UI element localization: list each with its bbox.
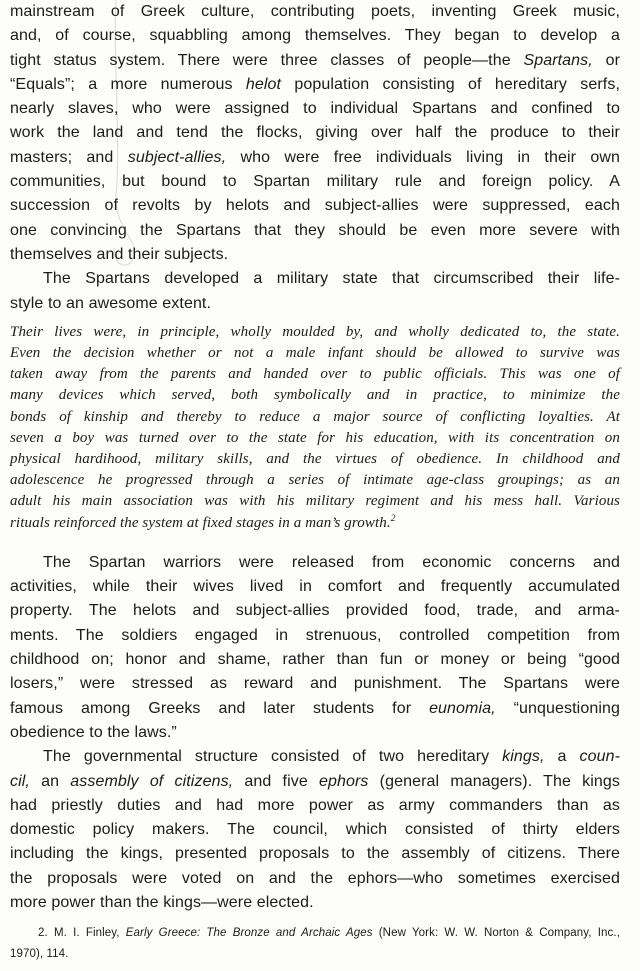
body-text: childhood on; honor and shame, rather than fun or money or being “good xyxy=(10,651,620,669)
body-text: The governmental structure consisted of two hereditary xyxy=(43,748,503,766)
body-text: work the land and tend the flocks, giving over half the produce to their xyxy=(10,124,620,142)
body-text: (general managers). The kings xyxy=(368,772,620,790)
text-line xyxy=(10,0,620,24)
text-line xyxy=(10,923,620,944)
text-line xyxy=(10,745,620,769)
body-text: Even the decision whether or not a male infant should be allowed to survive was xyxy=(10,345,620,362)
italic-text: ephors xyxy=(318,772,369,790)
italic-text: kings, xyxy=(502,748,545,766)
text-line xyxy=(10,267,620,291)
text-line xyxy=(10,944,620,965)
text-line xyxy=(10,364,620,385)
paragraph-3 xyxy=(10,551,620,745)
text-line xyxy=(10,73,620,97)
body-text: adolescence he progressed through a series of intimate age-class groupings; as an xyxy=(10,472,620,489)
text-line xyxy=(10,170,620,194)
text-line xyxy=(10,219,620,243)
body-text: including the kings, presented proposals to the assembly of citizens. There xyxy=(10,845,620,863)
body-text: succession of revolts by helots and subject-allies were suppressed, each xyxy=(10,197,620,215)
text-line xyxy=(10,648,620,672)
text-line xyxy=(10,551,620,575)
footnote-reference: 2 xyxy=(390,513,396,524)
body-text: nearly slaves, who were assigned to individual Spartans and confined to xyxy=(10,100,620,118)
body-text: population consisting of hereditary serfs, xyxy=(281,75,620,93)
body-text: seven a boy was turned over to the state for his education, with its concentration on xyxy=(10,429,620,446)
text-line xyxy=(10,146,620,170)
body-text: famous among Greeks and later students for xyxy=(10,699,430,717)
body-text: obedience to the laws.” xyxy=(10,723,177,741)
body-text: 2. M. I. Finley, xyxy=(38,927,126,940)
italic-text: Early Greece: The Bronze and Archaic Ages xyxy=(125,927,373,940)
italic-text: coun- xyxy=(579,748,621,766)
body-text: taken away from the parents and handed over to public officials. This was one of xyxy=(10,366,620,383)
text-line xyxy=(10,842,620,866)
text-line xyxy=(10,343,620,364)
body-text: the proposals were voted on and the ephors—who sometimes exercised xyxy=(10,869,620,887)
body-text: property. The helots and subject-allies provided food, trade, and arma- xyxy=(10,602,620,620)
body-text: (New York: W. W. Norton & Company, Inc., xyxy=(372,927,620,940)
italic-text: Spartans, xyxy=(523,51,593,69)
body-text: who were free individuals living in their own xyxy=(226,148,620,166)
body-text: more power than the kings—were elected. xyxy=(10,894,314,912)
body-text: and five xyxy=(233,772,319,790)
text-line xyxy=(10,624,620,648)
body-text: 1970), 114. xyxy=(10,948,69,961)
paragraph-4 xyxy=(10,745,620,915)
text-line xyxy=(10,697,620,721)
text-line xyxy=(10,818,620,842)
text-line xyxy=(10,599,620,623)
body-text: domestic policy makers. The council, which consisted of thirty elders xyxy=(10,821,620,839)
text-line xyxy=(10,292,620,316)
body-text: masters; and xyxy=(10,148,128,166)
body-text: The Spartan warriors were released from economic concerns and xyxy=(43,553,620,571)
body-text: an xyxy=(29,772,71,790)
text-line xyxy=(10,49,620,73)
text-line xyxy=(10,513,620,534)
text-line xyxy=(10,407,620,428)
body-text: had priestly duties and had more power as army commanders than as xyxy=(10,796,620,814)
text-column xyxy=(10,0,620,965)
text-line xyxy=(10,97,620,121)
italic-text: subject-allies, xyxy=(127,148,227,166)
body-text: adult his main association was with his military regiment and his mess hall. Various xyxy=(10,493,620,510)
body-text: activities, while their wives lived in comfort and frequently accumulated xyxy=(10,578,620,596)
body-text: ments. The soldiers engaged in strenuous, controlled competition from xyxy=(10,626,620,644)
paragraph-2 xyxy=(10,267,620,316)
text-line xyxy=(10,322,620,343)
text-line xyxy=(10,449,620,470)
body-text: “Equals”; a more numerous xyxy=(10,75,246,93)
body-text: Their lives were, in principle, wholly moulded by, and wholly dedicated to, the state. xyxy=(10,323,620,340)
body-text: a xyxy=(544,748,580,766)
text-line xyxy=(10,385,620,406)
text-line xyxy=(10,194,620,218)
text-line xyxy=(10,721,620,745)
body-text: bonds of kinship and thereby to reduce a major source of conflicting loyalties. At xyxy=(10,408,620,425)
body-text: “unquestioning xyxy=(495,699,620,717)
block-quote xyxy=(10,322,620,534)
body-text: and, of course, squabbling among themselves. They began to develop a xyxy=(10,27,620,45)
italic-text: helot xyxy=(245,75,282,93)
text-line xyxy=(10,891,620,915)
body-text: losers,” were stressed as reward and punishment. The Spartans were xyxy=(10,675,620,693)
text-line xyxy=(10,491,620,512)
text-line xyxy=(10,770,620,794)
text-line xyxy=(10,428,620,449)
text-line xyxy=(10,470,620,491)
body-text: themselves and their subjects. xyxy=(10,245,229,263)
footnote-2 xyxy=(10,923,620,965)
text-line xyxy=(10,672,620,696)
body-text: mainstream of Greek culture, contributing poets, inventing Greek music, xyxy=(10,3,620,20)
body-text: many devices which served, both symbolically and in practice, to minimize the xyxy=(10,387,620,404)
text-line xyxy=(10,575,620,599)
text-line xyxy=(10,867,620,891)
italic-text: assembly of citizens, xyxy=(70,772,234,790)
italic-text: cil, xyxy=(10,772,30,790)
body-text: one convincing the Spartans that they should be even more severe with xyxy=(10,221,620,239)
body-text: physical hardihood, military skills, and the virtues of obedience. In childhood and xyxy=(10,451,620,468)
text-line xyxy=(10,243,620,267)
text-line xyxy=(10,24,620,48)
text-line xyxy=(10,121,620,145)
text-line xyxy=(10,794,620,818)
body-text: rituals reinforced the system at fixed stages in a man’s growth. xyxy=(10,514,391,531)
paragraph-1 xyxy=(10,0,620,267)
body-text: tight status system. There were three classes of people—the xyxy=(10,51,524,69)
body-text: or xyxy=(592,51,620,69)
body-text: communities, but bound to Spartan military rule and foreign policy. A xyxy=(10,173,620,191)
body-text: style to an awesome extent. xyxy=(10,294,212,312)
body-text: The Spartans developed a military state that circumscribed their life- xyxy=(43,270,620,288)
italic-text: eunomia, xyxy=(429,699,496,717)
